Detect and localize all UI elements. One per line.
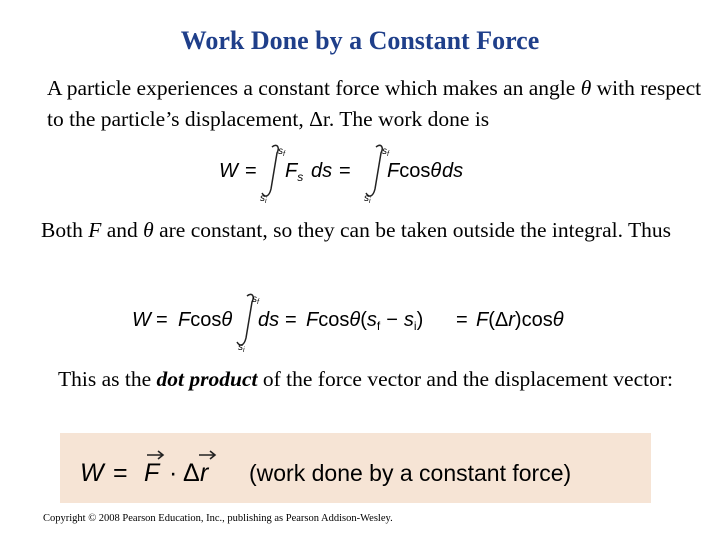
eq2-equals-2: = [285, 309, 297, 331]
eq3-equals: = [113, 459, 128, 487]
eq3-delta: Δ [183, 459, 200, 487]
eq1-integrand-fcos: Fcosθ [387, 160, 442, 182]
eq3-displacement-vector: r [200, 459, 209, 487]
eq1-lhs: W [219, 160, 238, 182]
dot-product-equation [76, 447, 646, 491]
eq1-integral-sign-1 [262, 145, 278, 196]
eq1-integral-sign-2 [366, 145, 382, 196]
eq1-lower-limit-1: $s_i$ [260, 193, 267, 205]
eq1-ds-2: ds [442, 160, 464, 182]
eq2-integral-sign [237, 294, 253, 345]
eq2-ds: ds [258, 309, 280, 331]
eq3-note: (work done by a constant force) [249, 460, 572, 486]
eq1-integrand-fs: $F_s$ [285, 160, 304, 184]
eq1-upper-limit-1: $s_f$ [278, 146, 285, 158]
eq2-result: F(Δr)cosθ [476, 309, 564, 331]
eq1-equals: = [245, 160, 257, 182]
paragraph-constants: Both F and θ are constant, so they can be taken outside the integral. Thus [41, 218, 671, 242]
eq3-dot: · [169, 459, 178, 487]
eq2-equals-3: = [456, 309, 468, 331]
eq3-displacement-arrow [199, 451, 215, 459]
eq2-lhs: W [132, 309, 151, 331]
eq2-difference: $Fcos\theta(s_f - s_i)$ [306, 309, 424, 333]
eq1-equals-2: = [339, 160, 351, 182]
paragraph-intro: A particle experiences a constant force which makes an angle θ with respect to the particle’s displacement, Δr. The work done is [47, 76, 702, 131]
eq3-force-arrow [147, 451, 163, 459]
eq3-force-vector: F [144, 459, 160, 487]
work-simplified-equation [128, 290, 568, 352]
eq2-equals: = [156, 309, 168, 331]
eq2-fcos: Fcosθ [178, 309, 233, 331]
eq3-lhs: W [80, 459, 104, 487]
copyright-footer: Copyright © 2008 Pearson Education, Inc., publishing as Pearson Addison-Wesley. [43, 513, 393, 524]
eq2-lower-limit: $s_i$ [238, 342, 245, 354]
slide-title: Work Done by a Constant Force [180, 26, 540, 55]
eq1-ds-1: ds [311, 160, 333, 182]
paragraph-dot-product: This as the dot product of the force vector and the displacement vector: [58, 367, 673, 391]
eq1-upper-limit-2: $s_f$ [382, 146, 389, 158]
eq2-upper-limit: $s_f$ [252, 294, 259, 306]
work-integral-equation [215, 143, 475, 205]
eq1-lower-limit-2: $s_i$ [364, 193, 371, 205]
